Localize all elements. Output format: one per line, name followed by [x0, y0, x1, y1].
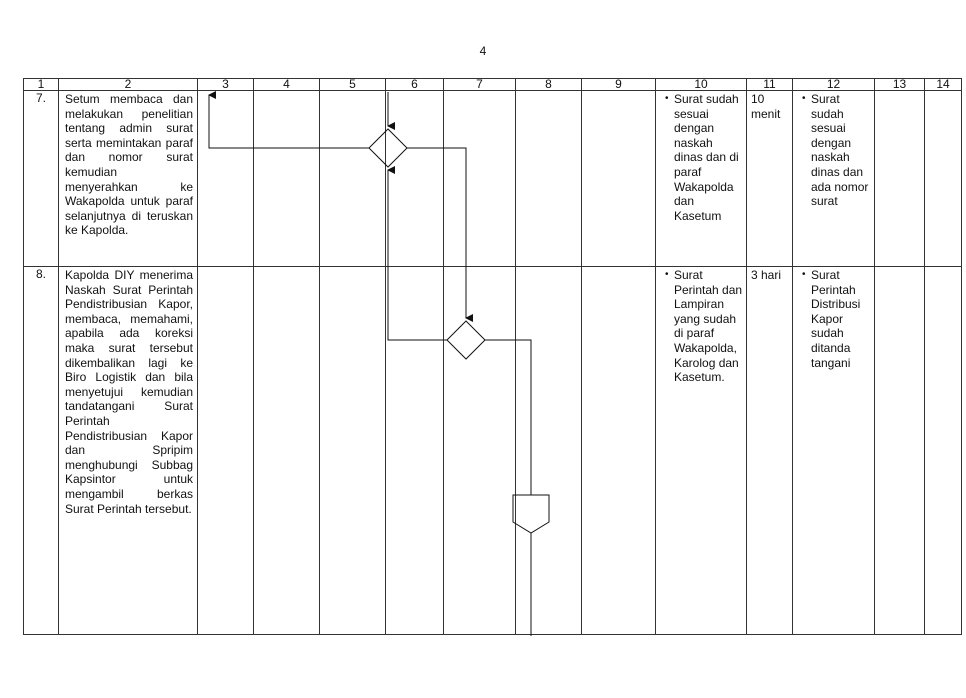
actor-cell [516, 91, 582, 267]
notes-cell [925, 267, 962, 635]
col-header-1: 1 [24, 79, 59, 91]
actor-cell [516, 267, 582, 635]
actor-cell [386, 91, 444, 267]
col-header-4: 4 [254, 79, 320, 91]
col-header-7: 7 [444, 79, 516, 91]
list-item: • Surat sudah sesuai dengan naskah dinas dan ada nomor surat [811, 92, 872, 209]
col-header-14: 14 [925, 79, 962, 91]
activity-cell: Kapolda DIY menerima Naskah Surat Perintah Pendistribusian Kapor, membaca, memahami, apabila ada koreksi maka surat tersebut dikembalikan lagi ke Biro Logistik dan bila menyetujui kemudian tandatangani Surat Perintah Pendistribusian Kapor dan Spripim menghubungi Subbag Kapsintor untuk mengambil berkas Surat Perintah tersebut. [59, 267, 198, 635]
page-number: 4 [479, 44, 487, 58]
actor-cell [254, 267, 320, 635]
row-number: 7. [24, 91, 59, 267]
sop-table [23, 78, 962, 635]
col-header-2: 2 [59, 79, 198, 91]
col-header-10: 10 [656, 79, 747, 91]
col-header-8: 8 [516, 79, 582, 91]
col-header-5: 5 [320, 79, 386, 91]
table-row [24, 91, 962, 267]
requirements-cell [656, 91, 747, 267]
table-row [24, 267, 962, 635]
actor-cell [582, 91, 656, 267]
col-header-11: 11 [747, 79, 793, 91]
list-item: • Surat sudah sesuai dengan naskah dinas dan di paraf Wakapolda dan Kasetum [674, 92, 744, 223]
actor-cell [582, 267, 656, 635]
output-cell [793, 91, 875, 267]
notes-cell [875, 267, 925, 635]
list-item: • Surat Perintah Distribusi Kapor sudah ditanda tangani [811, 268, 872, 370]
actor-cell [320, 91, 386, 267]
col-header-6: 6 [386, 79, 444, 91]
col-header-12: 12 [793, 79, 875, 91]
row-number: 8. [24, 267, 59, 635]
requirements-cell [656, 267, 747, 635]
col-header-13: 13 [875, 79, 925, 91]
output-cell [793, 267, 875, 635]
time-cell: 3 hari [747, 267, 793, 635]
actor-cell [198, 267, 254, 635]
actor-cell [198, 91, 254, 267]
actor-cell [386, 267, 444, 635]
actor-cell [320, 267, 386, 635]
actor-cell [444, 267, 516, 635]
header-row [24, 79, 962, 91]
time-cell: 10 menit [747, 91, 793, 267]
actor-cell [254, 91, 320, 267]
actor-cell [444, 91, 516, 267]
notes-cell [875, 91, 925, 267]
col-header-3: 3 [198, 79, 254, 91]
col-header-9: 9 [582, 79, 656, 91]
list-item: • Surat Perintah dan Lampiran yang sudah di paraf Wakapolda, Karolog dan Kasetum. [674, 268, 744, 385]
notes-cell [925, 91, 962, 267]
activity-cell: Setum membaca dan melakukan penelitian tentang admin surat serta memintakan paraf dan nomor surat kemudian menyerahkan ke Wakapolda untuk paraf selanjutnya di teruskan ke Kapolda. [59, 91, 198, 267]
